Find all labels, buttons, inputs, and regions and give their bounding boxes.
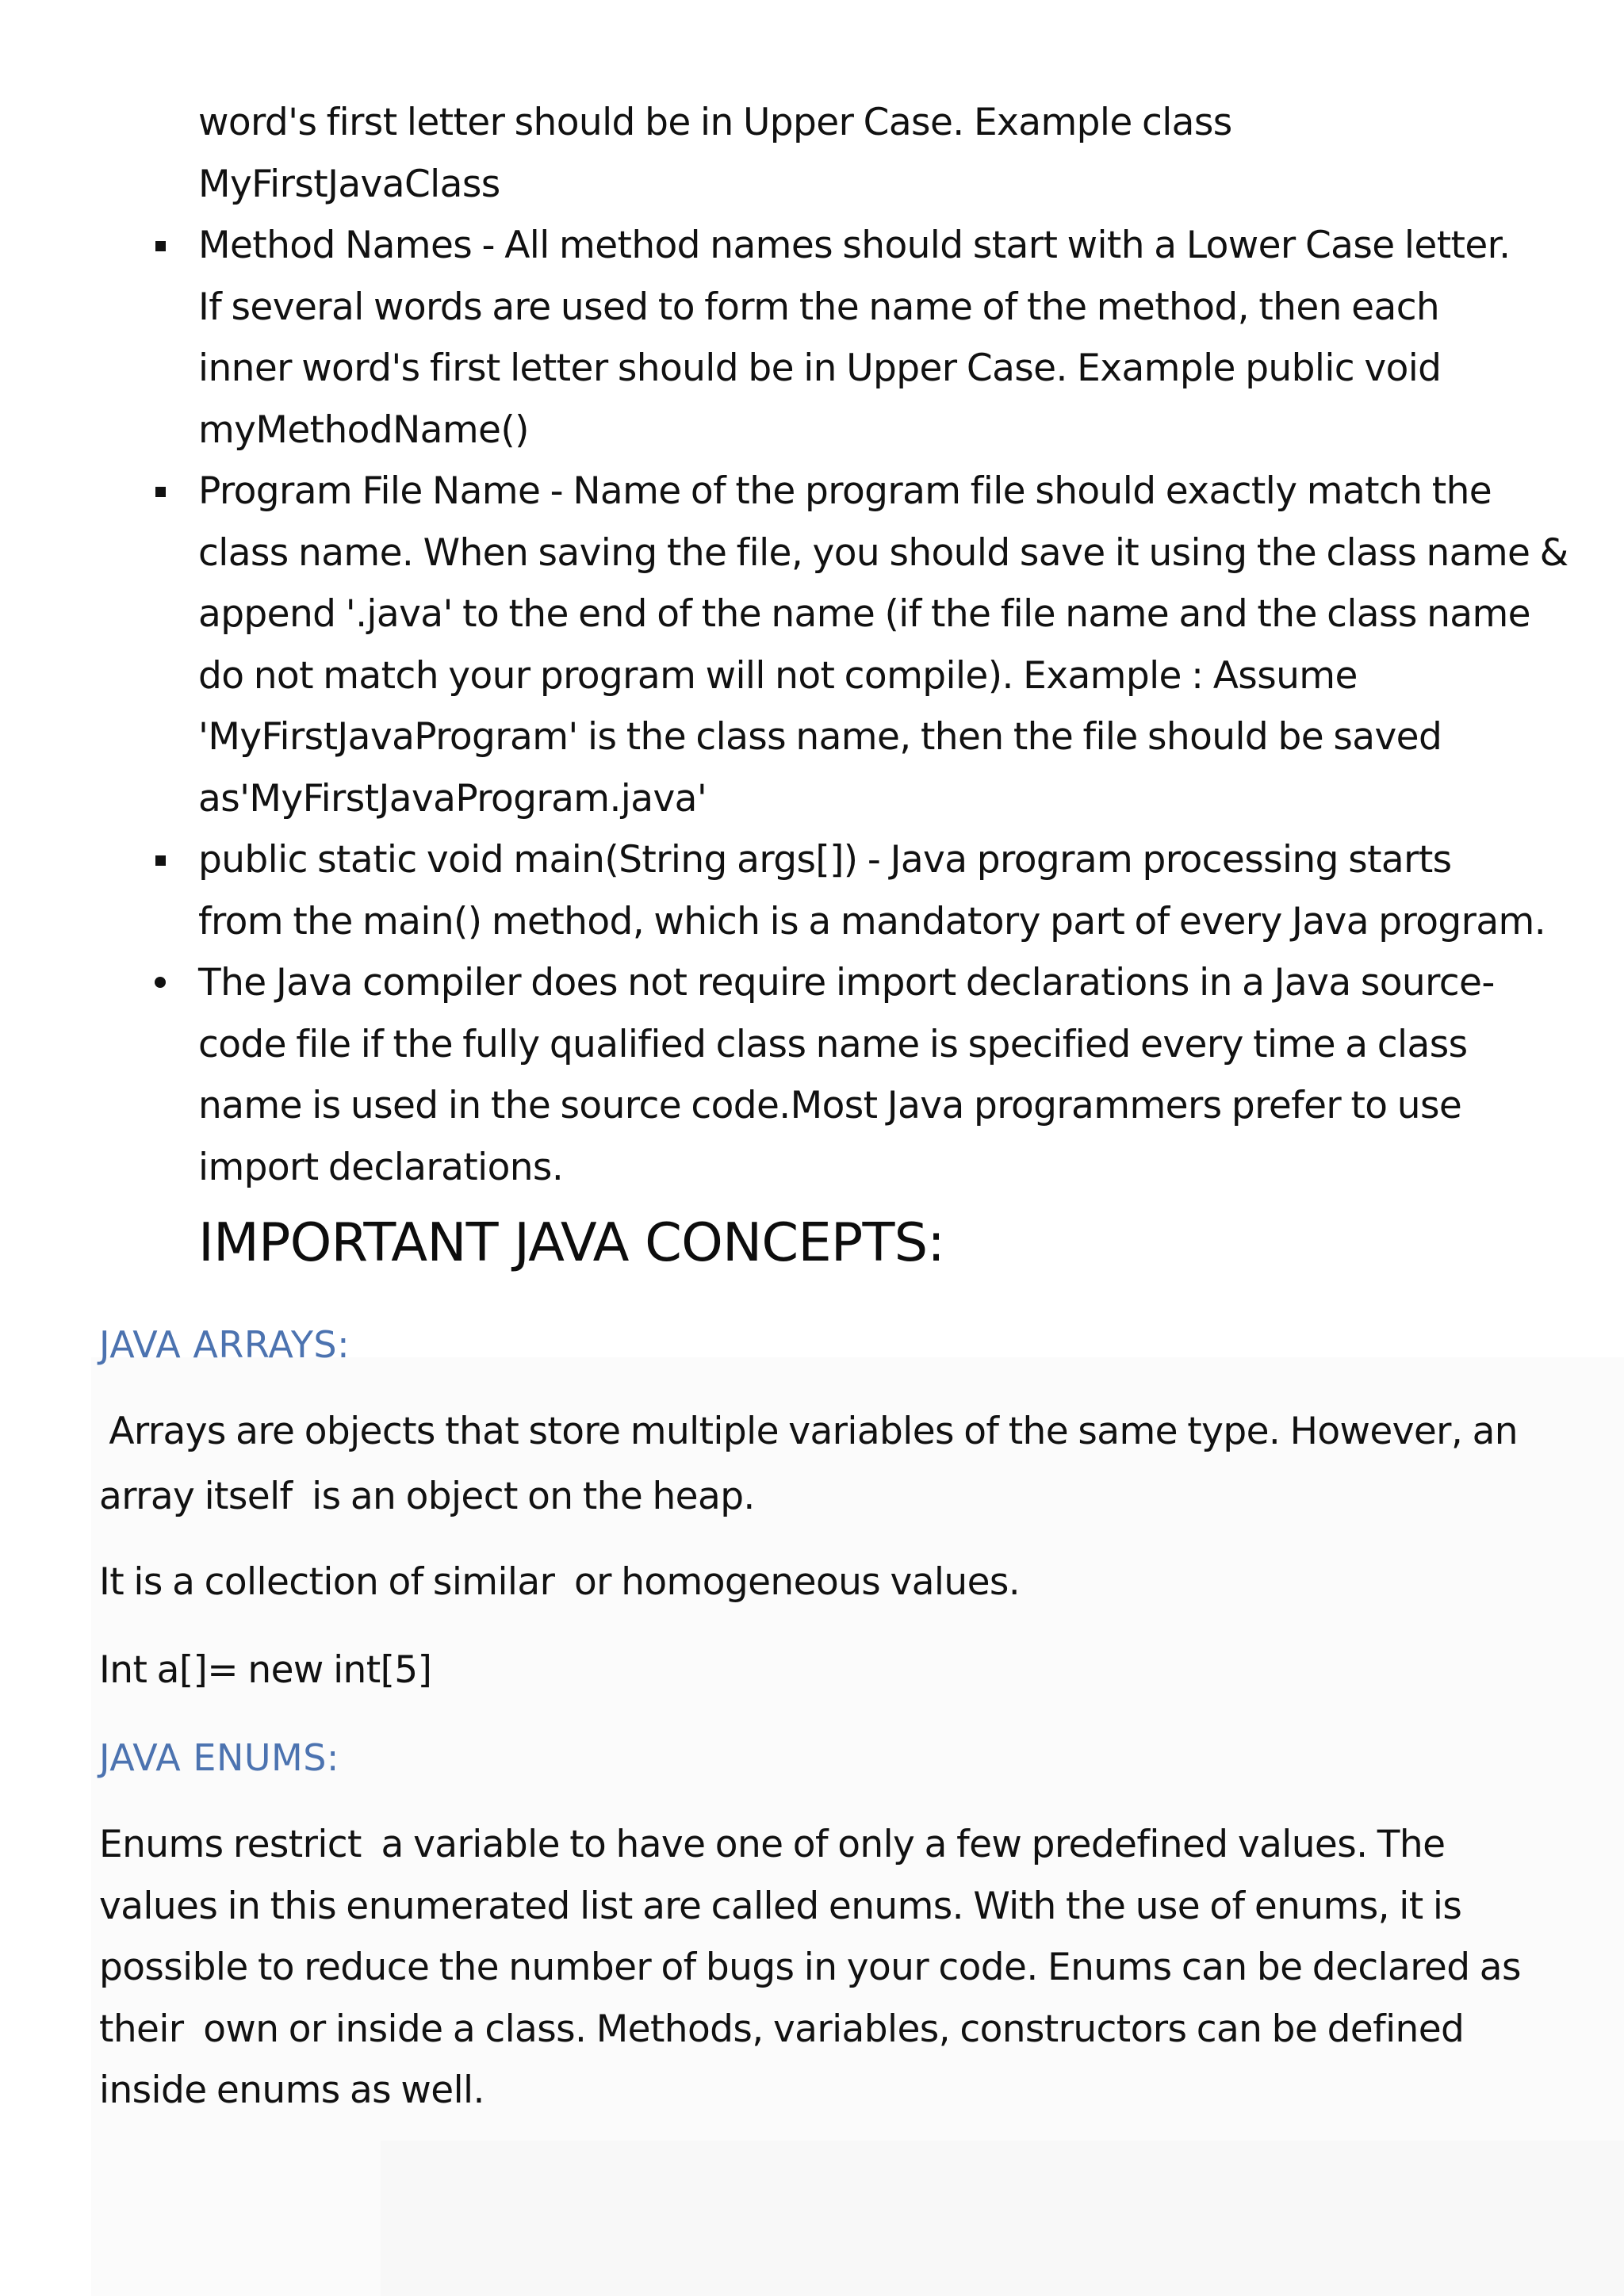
text-line: possible to reduce the number of bugs in your code. Enums can be declared as <box>99 1946 1521 1989</box>
text-line: as'MyFirstJavaProgram.java' <box>198 776 707 821</box>
text-line: import declarations. <box>198 1145 564 1189</box>
arrays-paragraph <box>99 1399 1606 1529</box>
text-line: class name. When saving the file, you should save it using the class name & <box>198 530 1568 575</box>
square-bullet-icon <box>155 855 166 866</box>
text-line: 'MyFirstJavaProgram' is the class name, then the file should be saved <box>198 715 1442 759</box>
arrays-definition: It is a collection of similar or homogeneous values. <box>99 1560 1021 1604</box>
text-line: Enums restrict a variable to have one of only a few predefined values. The <box>99 1823 1446 1866</box>
square-bullet-icon <box>155 241 166 251</box>
shaded-background-lower <box>381 2141 1624 2296</box>
text-line: name is used in the source code.Most Java programmers prefer to use <box>198 1084 1462 1127</box>
round-bullet-icon <box>155 977 166 988</box>
array-code-example: Int a[]= new int[5] <box>99 1648 432 1692</box>
text-line: code file if the fully qualified class name is specified every time a class <box>198 1022 1468 1066</box>
text-line: from the main() method, which is a mandatory part of every Java program. <box>198 899 1546 943</box>
text-line: word's first letter should be in Upper Case. Example class <box>198 101 1232 144</box>
important-concepts-heading: IMPORTANT JAVA CONCEPTS: <box>198 1211 945 1273</box>
method-names-item <box>198 215 1594 461</box>
text-line: array itself is an object on the heap. <box>99 1475 755 1518</box>
text-line: Method Names - All method names should start with a Lower Case letter. <box>198 224 1511 267</box>
text-line: inside enums as well. <box>99 2068 485 2112</box>
program-file-name-item <box>198 461 1594 829</box>
text-line: The Java compiler does not require import declarations in a Java source- <box>198 961 1495 1004</box>
class-names-item-continued <box>198 92 1594 215</box>
text-line: inner word's first letter should be in Upper Case. Example public void <box>198 346 1442 390</box>
text-line: public static void main(String args[]) - Java program processing starts <box>198 838 1452 882</box>
text-line: append '.java' to the end of the name (if the file name and the class name <box>198 592 1530 636</box>
main-method-item <box>198 829 1594 952</box>
java-enums-heading: JAVA ENUMS: <box>99 1736 339 1779</box>
text-line: their own or inside a class. Methods, variables, constructors can be defined <box>99 2007 1465 2051</box>
text-line: Program File Name - Name of the program file should exactly match the <box>198 469 1492 513</box>
enums-paragraph <box>99 1814 1606 2122</box>
text-line: values in this enumerated list are called enums. With the use of enums, it is <box>99 1884 1462 1928</box>
import-declarations-item <box>198 952 1594 1198</box>
java-arrays-heading: JAVA ARRAYS: <box>99 1323 350 1366</box>
text-line: Arrays are objects that store multiple variables of the same type. However, an <box>99 1410 1518 1453</box>
text-line: MyFirstJavaClass <box>198 162 500 206</box>
text-line: myMethodName() <box>198 408 529 452</box>
square-bullet-icon <box>155 487 166 497</box>
naming-conventions-list <box>198 92 1594 1198</box>
text-line: do not match your program will not compile). Example : Assume <box>198 653 1358 698</box>
text-line: If several words are used to form the name of the method, then each <box>198 285 1440 329</box>
